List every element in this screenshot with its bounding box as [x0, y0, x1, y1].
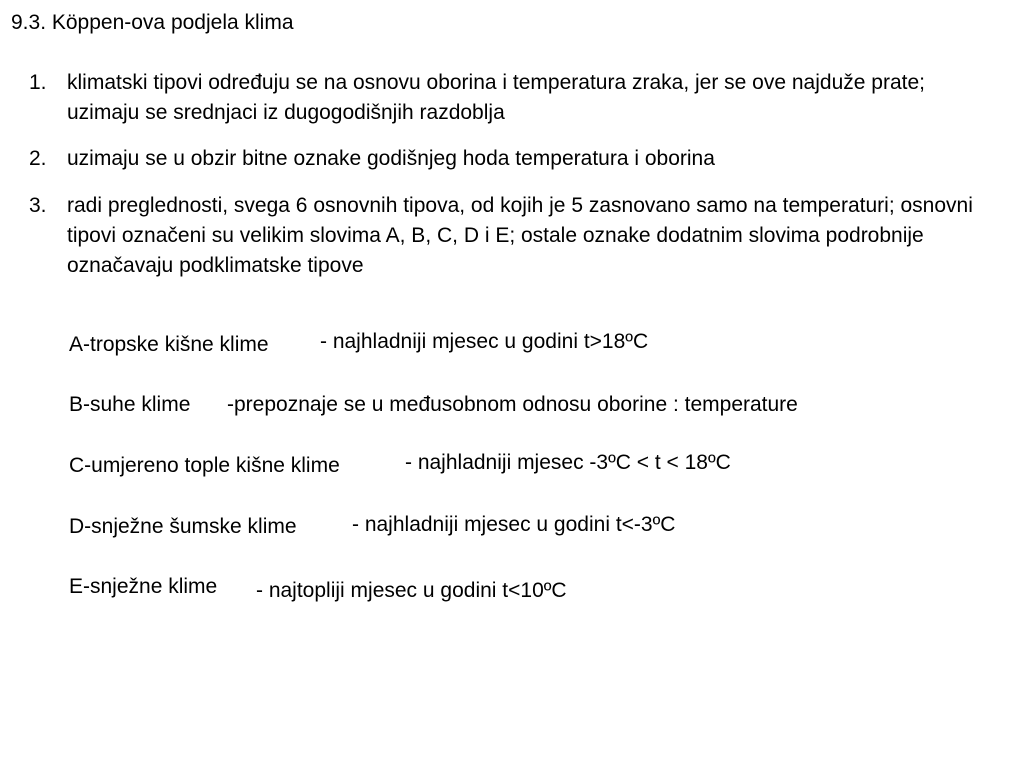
list-item-number: 1.: [29, 71, 47, 94]
slide-title: 9.3. Köppen-ova podjela klima: [11, 11, 294, 34]
list-item-text: uzimaju se u obzir bitne oznake godišnjeg hoda temperatura i oborina: [67, 147, 715, 170]
climate-type-c-label: C-umjereno tople kišne klime: [69, 454, 340, 477]
climate-type-a-label: A-tropske kišne klime: [69, 333, 269, 356]
climate-type-c-description: - najhladniji mjesec -3ºC < t < 18ºC: [405, 451, 731, 474]
list-item: [29, 68, 979, 128]
list-item-text: klimatski tipovi određuju se na osnovu oborina i temperatura zraka, jer se ove najduže prate; uzimaju se srednjaci iz dugogodišnjih razdoblja: [67, 71, 925, 124]
climate-type-e-description: - najtopliji mjesec u godini t<10ºC: [256, 579, 567, 602]
list-item-number: 3.: [29, 194, 47, 217]
list-item-text: radi preglednosti, svega 6 osnovnih tipova, od kojih je 5 zasnovano samo na temperaturi; osnovni tipovi označeni su velikim slovima A, B, C, D i E; ostale oznake dodatnim slovima podrobnije označavaju podklimatske tipove: [67, 194, 973, 277]
climate-type-b-label: B-suhe klime: [69, 393, 191, 416]
climate-type-d-description: - najhladniji mjesec u godini t<-3ºC: [352, 513, 676, 536]
climate-type-a-description: - najhladniji mjesec u godini t>18ºC: [320, 330, 649, 353]
list-item: [29, 191, 979, 281]
list-item: [29, 144, 979, 174]
climate-type-e-label: E-snježne klime: [69, 575, 218, 598]
list-item-number: 2.: [29, 147, 47, 170]
climate-type-d-label: D-snježne šumske klime: [69, 515, 297, 538]
climate-type-b-description: -prepoznaje se u međusobnom odnosu oborine : temperature: [227, 393, 798, 416]
